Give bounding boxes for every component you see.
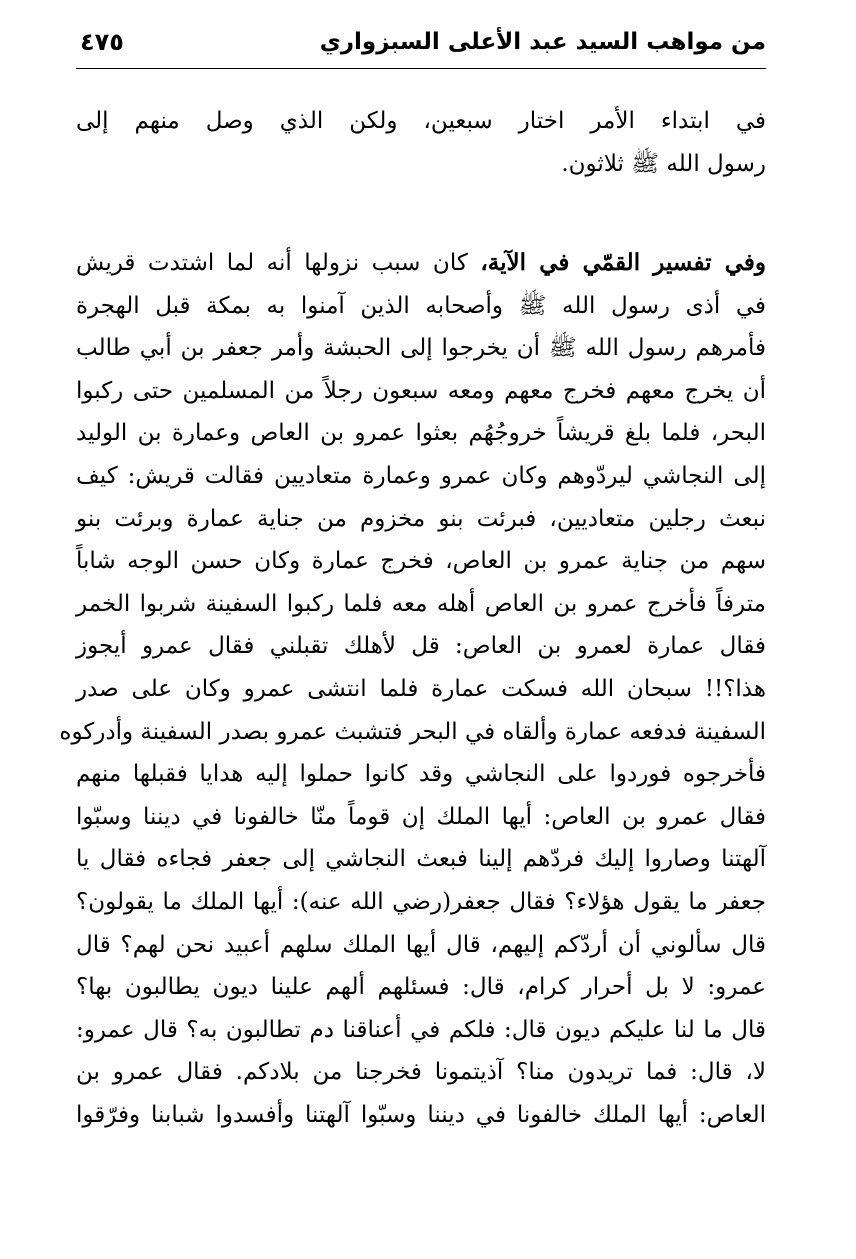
- text-line: هذا؟!! سبحان الله فسكت عمارة فلما انتشى عمرو وكان على صدر: [76, 675, 766, 702]
- text-line: آلهتنا وصاروا إليك فردّهم إلينا فبعث النجاشي إلى جعفر فجاءه فقال يا: [76, 846, 766, 873]
- text-line: إلى النجاشي ليردّوهم وكان عمرو وعمارة متعاديين فقالت قريش: كيف: [76, 462, 766, 489]
- text-line: في ابتداء الأمر اختار سبعين، ولكن الذي وصل منهم إلى: [76, 108, 766, 134]
- text-line: مترفاً فأخرج عمرو بن العاص أهله معه فلما ركبوا السفينة شربوا الخمر: [76, 590, 766, 617]
- text-line: فقال عمارة لعمرو بن العاص: قل لأهلك تقبلني فقال عمرو أيجوز: [76, 633, 766, 660]
- running-title: من مواهب السيد عبد الأعلى السبزواري: [319, 29, 766, 55]
- text-line: العاص: أيها الملك خالفونا في ديننا وسبّوا آلهتنا وأفسدوا شبابنا وفرّقوا: [76, 1101, 766, 1128]
- text-line-rest: كان سبب نزولها أنه لما اشتدت قريش: [76, 250, 481, 276]
- text-line: لا، قال: فما تريدون منا؟ آذيتمونا فخرجنا من بلادكم. فقال عمرو بن: [76, 1059, 766, 1086]
- text-line: فأمرهم رسول الله ﷺ أن يخرجوا إلى الحبشة وأمر جعفر بن أبي طالب: [76, 335, 766, 362]
- text-line: فقال عمرو بن العاص: أيها الملك إن قوماً منّا خالفونا في ديننا وسبّوا: [76, 803, 766, 830]
- text-line: نبعث رجلين متعاديين، فبرئت بنو مخزوم من جناية عمارة وبرئت بنو: [76, 505, 766, 532]
- text-line: قال ما لنا عليكم ديون قال: فلكم في أعناقنا دم تطالبون به؟ قال عمرو:: [76, 1016, 766, 1043]
- text-line: السفينة فدفعه عمارة وألقاه في البحر فتشبث عمرو بصدر السفينة وأدركوه: [59, 718, 766, 745]
- text-line: في أذى رسول الله ﷺ وأصحابه الذين آمنوا به بمكة قبل الهجرة: [76, 292, 766, 319]
- header-rule: [76, 68, 766, 69]
- text-line: عمرو: لا بل أحرار كرام، قال: فسئلهم ألهم علينا ديون يطالبون بها؟: [76, 974, 766, 1001]
- text-line: قال سألوني أن أردّكم إليهم، قال أيها الملك سلهم أعبيد نحن لهم؟ قال: [76, 931, 766, 958]
- source-citation: وفي تفسير القمّي في الآية،: [480, 249, 766, 276]
- text-line: رسول الله ﷺ ثلاثون.: [561, 150, 766, 177]
- text-line-first: [76, 242, 766, 285]
- text-line: جعفر ما يقول هؤلاء؟ فقال جعفر(رضي الله عنه): أيها الملك ما يقولون؟: [76, 888, 766, 915]
- running-header: [76, 24, 766, 60]
- text-line: سهم من جناية عمرو بن العاص، فخرج عمارة وكان حسن الوجه شاباً: [76, 548, 766, 575]
- text-line: البحر، فلما بلغ قريشاً خروجُهُم بعثوا عمرو بن العاص وعمارة بن الوليد: [76, 420, 766, 447]
- text-line: أن يخرج معهم فخرج معهم ومعه سبعون رجلاً من المسلمين حتى ركبوا: [76, 377, 766, 404]
- paragraph-2: [59, 242, 766, 1136]
- page-number: ٤٧٥: [80, 28, 124, 56]
- paragraph-1: [76, 100, 766, 185]
- text-line: فأخرجوه فوردوا على النجاشي وقد كانوا حملوا إليه هدايا فقبلها منهم: [76, 761, 766, 788]
